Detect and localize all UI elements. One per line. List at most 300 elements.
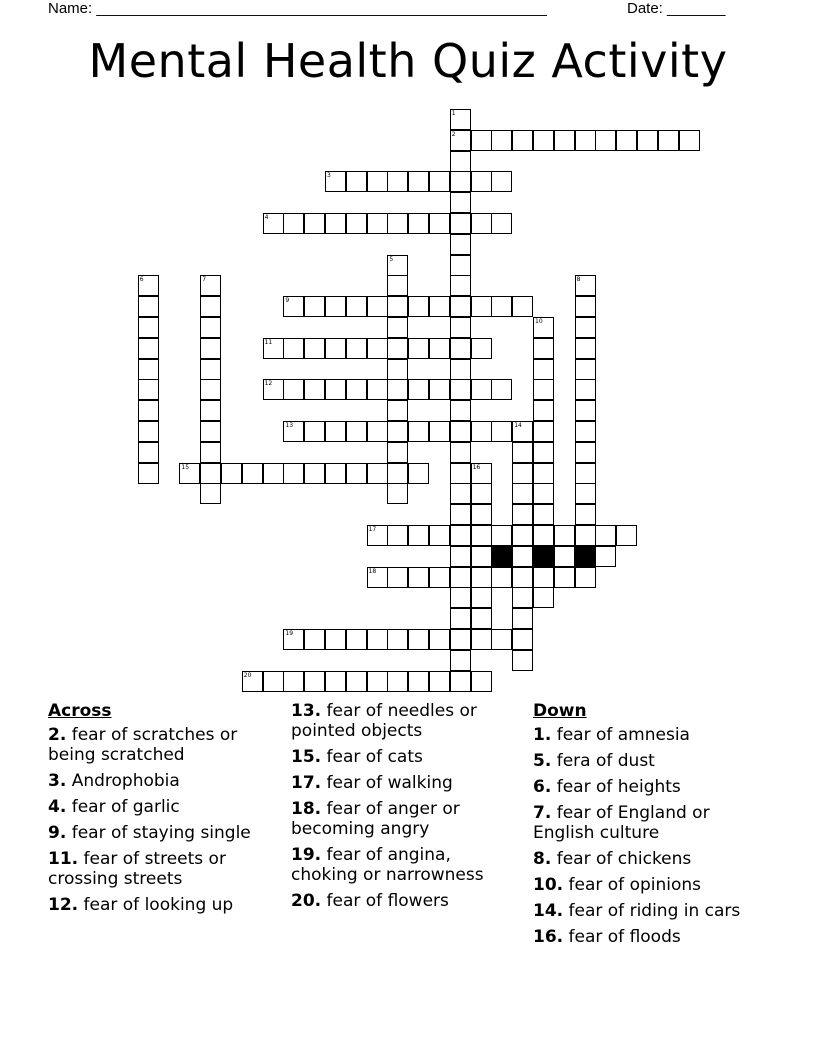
clue-text: fear of amnesia xyxy=(556,725,690,745)
crossword-cell[interactable] xyxy=(450,151,471,172)
crossword-cell[interactable] xyxy=(346,213,367,234)
crossword-cell[interactable] xyxy=(367,421,388,442)
clue-text: Androphobia xyxy=(71,771,180,791)
crossword-cell[interactable] xyxy=(304,629,325,650)
crossword-cell[interactable] xyxy=(429,338,450,359)
crossword-cell[interactable] xyxy=(283,629,304,650)
crossword-cell[interactable] xyxy=(450,483,471,504)
crossword-cell[interactable] xyxy=(367,629,388,650)
crossword-cell[interactable] xyxy=(387,379,408,400)
crossword-cell[interactable] xyxy=(450,400,471,421)
crossword-cell[interactable] xyxy=(575,400,596,421)
crossword-cell[interactable] xyxy=(575,338,596,359)
crossword-cell[interactable] xyxy=(387,671,408,692)
crossword-cell[interactable] xyxy=(512,463,533,484)
crossword-cell[interactable] xyxy=(346,338,367,359)
crossword-cell[interactable] xyxy=(429,171,450,192)
clue-number: 2. xyxy=(48,725,67,745)
crossword-cell[interactable] xyxy=(200,483,221,504)
clue-number: 6. xyxy=(533,777,552,797)
crossword-cell[interactable] xyxy=(325,671,346,692)
crossword-cell[interactable] xyxy=(367,296,388,317)
cell-number: 20 xyxy=(243,671,252,679)
crossword-cell[interactable] xyxy=(242,463,263,484)
crossword-cell[interactable] xyxy=(450,171,471,192)
crossword-cell[interactable] xyxy=(367,525,388,546)
crossword-cell[interactable] xyxy=(512,546,533,567)
crossword-cell[interactable] xyxy=(387,629,408,650)
crossword-cell[interactable] xyxy=(471,629,492,650)
clue-text: fear of cats xyxy=(326,747,423,767)
crossword-cell[interactable] xyxy=(450,296,471,317)
crossword-cell[interactable] xyxy=(450,255,471,276)
across-clue-3 xyxy=(48,771,273,791)
cell-number: 12 xyxy=(264,380,273,388)
crossword-cell[interactable] xyxy=(575,483,596,504)
crossword-cell[interactable] xyxy=(512,421,533,442)
clue-text: fear of looking up xyxy=(83,895,234,915)
crossword-cell[interactable] xyxy=(346,296,367,317)
crossword-cell[interactable] xyxy=(179,463,200,484)
crossword-cell[interactable] xyxy=(242,671,263,692)
crossword-cell[interactable] xyxy=(533,400,554,421)
crossword-cell[interactable] xyxy=(471,213,492,234)
crossword-cell[interactable] xyxy=(491,379,512,400)
crossword-cell[interactable] xyxy=(471,671,492,692)
across-clues-column-1 xyxy=(48,701,273,921)
crossword-cell[interactable] xyxy=(512,130,533,151)
clue-text: fear of flowers xyxy=(326,891,449,911)
clue-number: 10. xyxy=(533,875,564,895)
date-field[interactable]: Date: _______ xyxy=(627,0,726,17)
crossword-cell[interactable] xyxy=(367,379,388,400)
crossword-cell[interactable] xyxy=(575,525,596,546)
crossword-cell[interactable] xyxy=(138,442,159,463)
crossword-cell[interactable] xyxy=(429,213,450,234)
cell-number: 10 xyxy=(535,318,543,325)
crossword-cell[interactable] xyxy=(491,629,512,650)
clue-text: fear of heights xyxy=(556,777,681,797)
crossword-cell[interactable] xyxy=(450,567,471,588)
crossword-cell[interactable] xyxy=(450,525,471,546)
crossword-cell[interactable] xyxy=(450,359,471,380)
crossword-cell[interactable] xyxy=(450,421,471,442)
crossword-cell[interactable] xyxy=(200,338,221,359)
crossword-cell[interactable] xyxy=(616,525,637,546)
clue-number: 18. xyxy=(291,799,322,819)
across-clue-18 xyxy=(291,799,516,839)
crossword-cell[interactable] xyxy=(387,296,408,317)
crossword-cell[interactable] xyxy=(367,463,388,484)
crossword-cell[interactable] xyxy=(367,338,388,359)
clue-text: fear of staying single xyxy=(71,823,251,843)
clue-number: 11. xyxy=(48,849,79,869)
cell-number: 5 xyxy=(389,255,394,263)
clue-number: 14. xyxy=(533,901,564,921)
crossword-cell[interactable] xyxy=(346,421,367,442)
clue-text: fear of needles or pointed objects xyxy=(291,701,477,741)
crossword-cell[interactable] xyxy=(450,130,471,151)
crossword-cell[interactable] xyxy=(491,525,512,546)
crossword-cell[interactable] xyxy=(408,463,429,484)
crossword-cell[interactable] xyxy=(471,608,492,629)
crossword-cell[interactable] xyxy=(138,296,159,317)
crossword-cell[interactable] xyxy=(512,483,533,504)
clue-number: 8. xyxy=(533,849,552,869)
crossword-cell[interactable] xyxy=(575,567,596,588)
crossword-cell[interactable] xyxy=(283,671,304,692)
cell-number: 19 xyxy=(285,630,294,637)
crossword-cell[interactable] xyxy=(554,546,575,567)
crossword-cell[interactable] xyxy=(325,171,346,192)
down-clue-5 xyxy=(533,751,773,771)
crossword-cell[interactable] xyxy=(387,255,408,276)
crossword-cell[interactable] xyxy=(387,400,408,421)
crossword-cell[interactable] xyxy=(138,317,159,338)
crossword-cell[interactable] xyxy=(283,421,304,442)
crossword-cell[interactable] xyxy=(408,671,429,692)
down-clue-1 xyxy=(533,725,773,745)
crossword-cell[interactable] xyxy=(450,442,471,463)
crossword-cell[interactable] xyxy=(533,379,554,400)
crossword-cell[interactable] xyxy=(471,504,492,525)
crossword-cell[interactable] xyxy=(325,213,346,234)
crossword-cell[interactable] xyxy=(450,234,471,255)
crossword-cell[interactable] xyxy=(533,421,554,442)
crossword-cell[interactable] xyxy=(533,567,554,588)
crossword-cell[interactable] xyxy=(575,275,596,296)
crossword-cell[interactable] xyxy=(471,463,492,484)
crossword-cell[interactable] xyxy=(512,567,533,588)
crossword-cell[interactable] xyxy=(387,463,408,484)
crossword-cell[interactable] xyxy=(450,275,471,296)
crossword-cell[interactable] xyxy=(304,379,325,400)
crossword-cell[interactable] xyxy=(387,421,408,442)
across-clue-17 xyxy=(291,773,516,793)
clue-text: fear of opinions xyxy=(568,875,702,895)
clue-text: fear of scratches or being scratched xyxy=(48,725,238,765)
crossword-cell[interactable] xyxy=(491,130,512,151)
crossword-cell[interactable] xyxy=(554,567,575,588)
crossword-cell[interactable] xyxy=(429,629,450,650)
crossword-cell[interactable] xyxy=(575,359,596,380)
cell-number: 16 xyxy=(472,463,481,471)
crossword-cell[interactable] xyxy=(367,213,388,234)
crossword-cell[interactable] xyxy=(325,421,346,442)
across-clue-12 xyxy=(48,895,273,915)
clue-number: 13. xyxy=(291,701,322,721)
crossword-cell[interactable] xyxy=(408,296,429,317)
crossword-cell[interactable] xyxy=(408,629,429,650)
crossword-cell[interactable] xyxy=(200,275,221,296)
crossword-cell[interactable] xyxy=(533,483,554,504)
crossword-cell[interactable] xyxy=(575,296,596,317)
crossword-cell[interactable] xyxy=(595,130,616,151)
crossword-cell[interactable] xyxy=(429,379,450,400)
crossword-cell[interactable] xyxy=(367,171,388,192)
crossword-cell[interactable] xyxy=(512,296,533,317)
name-field[interactable]: Name: ______________________________________________________ xyxy=(48,0,547,17)
crossword-cell[interactable] xyxy=(471,525,492,546)
crossword-cell[interactable] xyxy=(325,629,346,650)
cell-number: 2 xyxy=(451,130,456,138)
crossword-cell[interactable] xyxy=(512,608,533,629)
crossword-cell[interactable] xyxy=(512,587,533,608)
crossword-cell[interactable] xyxy=(283,379,304,400)
crossword-cell[interactable] xyxy=(575,379,596,400)
across-clue-4 xyxy=(48,797,273,817)
crossword-cell[interactable] xyxy=(595,525,616,546)
crossword-cell[interactable] xyxy=(200,379,221,400)
crossword-cell[interactable] xyxy=(471,130,492,151)
crossword-cell[interactable] xyxy=(491,567,512,588)
crossword-cell[interactable] xyxy=(533,338,554,359)
crossword-cell[interactable] xyxy=(471,483,492,504)
crossword-cell[interactable] xyxy=(512,650,533,671)
clue-text: fear of angina, choking or narrowness xyxy=(291,845,484,885)
down-clues-column xyxy=(533,701,773,953)
crossword-cell[interactable] xyxy=(283,463,304,484)
clue-text: fear of floods xyxy=(568,927,681,947)
crossword-cell[interactable] xyxy=(533,463,554,484)
crossword-cell[interactable] xyxy=(429,421,450,442)
across-clue-19 xyxy=(291,845,516,885)
crossword-cell[interactable] xyxy=(200,317,221,338)
crossword-cell[interactable] xyxy=(450,338,471,359)
clue-number: 12. xyxy=(48,895,79,915)
crossword-cell[interactable] xyxy=(325,379,346,400)
crossword-cell[interactable] xyxy=(533,504,554,525)
clue-number: 9. xyxy=(48,823,67,843)
crossword-cell[interactable] xyxy=(408,421,429,442)
cell-number: 15 xyxy=(181,463,190,471)
crossword-cell[interactable] xyxy=(533,317,554,338)
cell-number: 3 xyxy=(327,172,331,180)
across-clue-2 xyxy=(48,725,273,765)
crossword-cell[interactable] xyxy=(346,629,367,650)
crossword-cell[interactable] xyxy=(408,338,429,359)
crossword-cell[interactable] xyxy=(367,671,388,692)
crossword-cell[interactable] xyxy=(346,379,367,400)
crossword-cell[interactable] xyxy=(450,504,471,525)
crossword-cell[interactable] xyxy=(491,421,512,442)
crossword-cell[interactable] xyxy=(346,171,367,192)
crossword-cell[interactable] xyxy=(138,400,159,421)
across-clues-column-2 xyxy=(291,701,516,917)
clue-text: fear of anger or becoming angry xyxy=(291,799,460,839)
crossword-cell[interactable] xyxy=(471,546,492,567)
crossword-cell[interactable] xyxy=(450,379,471,400)
crossword-cell[interactable] xyxy=(304,671,325,692)
crossword-cell[interactable] xyxy=(387,483,408,504)
crossword-cell[interactable] xyxy=(450,650,471,671)
crossword-cell[interactable] xyxy=(575,130,596,151)
crossword-cell[interactable] xyxy=(221,463,242,484)
crossword-cell[interactable] xyxy=(408,567,429,588)
crossword-cell[interactable] xyxy=(304,421,325,442)
crossword-cell[interactable] xyxy=(200,442,221,463)
crossword-cell[interactable] xyxy=(263,671,284,692)
clue-number: 3. xyxy=(48,771,67,791)
crossword-cell[interactable] xyxy=(450,317,471,338)
crossword-cell[interactable] xyxy=(408,379,429,400)
across-clue-20 xyxy=(291,891,516,911)
crossword-cell[interactable] xyxy=(325,296,346,317)
crossword-cell[interactable] xyxy=(138,338,159,359)
cell-number: 11 xyxy=(264,338,273,346)
crossword-cell[interactable] xyxy=(200,359,221,380)
crossword-cell[interactable] xyxy=(616,130,637,151)
crossword-cell[interactable] xyxy=(533,359,554,380)
crossword-cell[interactable] xyxy=(387,275,408,296)
crossword-cell[interactable] xyxy=(387,359,408,380)
clue-text: fear of streets or crossing streets xyxy=(48,849,226,889)
crossword-cell[interactable] xyxy=(491,171,512,192)
clue-number: 17. xyxy=(291,773,322,793)
crossword-cell[interactable] xyxy=(408,213,429,234)
crossword-cell[interactable] xyxy=(304,213,325,234)
crossword-cell[interactable] xyxy=(200,296,221,317)
clue-number: 7. xyxy=(533,803,552,823)
across-clue-11 xyxy=(48,849,273,889)
crossword-cell[interactable] xyxy=(679,130,700,151)
crossword-cell[interactable] xyxy=(450,671,471,692)
across-clue-15 xyxy=(291,747,516,767)
crossword-cell[interactable] xyxy=(658,130,679,151)
crossword-cell[interactable] xyxy=(304,463,325,484)
cell-number: 4 xyxy=(264,214,269,221)
down-heading: Down xyxy=(533,701,587,721)
cell-number: 18 xyxy=(368,567,377,575)
crossword-cell[interactable] xyxy=(429,567,450,588)
crossword-cell[interactable] xyxy=(304,338,325,359)
crossword-cell[interactable] xyxy=(533,525,554,546)
crossword-cell[interactable] xyxy=(575,421,596,442)
crossword-cell[interactable] xyxy=(429,296,450,317)
crossword-cell[interactable] xyxy=(450,546,471,567)
down-clue-16 xyxy=(533,927,773,947)
crossword-cell[interactable] xyxy=(325,338,346,359)
crossword-cell[interactable] xyxy=(450,192,471,213)
crossword-cell[interactable] xyxy=(471,296,492,317)
cell-number: 13 xyxy=(285,422,294,429)
crossword-cell[interactable] xyxy=(491,213,512,234)
crossword-cell[interactable] xyxy=(429,525,450,546)
crossword-cell[interactable] xyxy=(595,546,616,567)
crossword-cell[interactable] xyxy=(491,296,512,317)
crossword-cell[interactable] xyxy=(554,130,575,151)
clue-text: fear of riding in cars xyxy=(568,901,741,921)
crossword-cell[interactable] xyxy=(512,504,533,525)
down-clue-8 xyxy=(533,849,773,869)
crossword-cell[interactable] xyxy=(471,587,492,608)
crossword-cell[interactable] xyxy=(138,275,159,296)
crossword-cell[interactable] xyxy=(346,463,367,484)
crossword-cell[interactable] xyxy=(387,317,408,338)
crossword-cell[interactable] xyxy=(263,463,284,484)
crossword-cell[interactable] xyxy=(450,463,471,484)
crossword-cell[interactable] xyxy=(450,109,471,130)
crossword-cell[interactable] xyxy=(200,463,221,484)
cell-number: 6 xyxy=(139,276,144,284)
crossword-cell[interactable] xyxy=(533,442,554,463)
crossword-cell[interactable] xyxy=(575,317,596,338)
crossword-cell[interactable] xyxy=(450,213,471,234)
clue-number: 15. xyxy=(291,747,322,767)
crossword-cell[interactable] xyxy=(283,296,304,317)
crossword-cell[interactable] xyxy=(387,338,408,359)
crossword-cell[interactable] xyxy=(512,629,533,650)
crossword-cell[interactable] xyxy=(200,400,221,421)
crossword-cell[interactable] xyxy=(554,525,575,546)
crossword-cell[interactable] xyxy=(408,171,429,192)
clue-text: fear of garlic xyxy=(71,797,180,817)
crossword-cell[interactable] xyxy=(387,567,408,588)
crossword-cell[interactable] xyxy=(471,567,492,588)
clue-number: 19. xyxy=(291,845,322,865)
crossword-cell[interactable] xyxy=(387,525,408,546)
crossword-cell[interactable] xyxy=(200,421,221,442)
crossword-cell[interactable] xyxy=(450,587,471,608)
cell-number: 17 xyxy=(368,526,377,533)
crossword-cell[interactable] xyxy=(471,338,492,359)
crossword-cell[interactable] xyxy=(138,421,159,442)
crossword-cell[interactable] xyxy=(387,213,408,234)
cell-number: 14 xyxy=(514,422,522,429)
crossword-cell[interactable] xyxy=(138,463,159,484)
cell-number: 1 xyxy=(451,110,456,117)
crossword-cell[interactable] xyxy=(138,359,159,380)
crossword-cell[interactable] xyxy=(263,379,284,400)
crossword-cell[interactable] xyxy=(408,525,429,546)
clue-number: 20. xyxy=(291,891,322,911)
crossword-cell[interactable] xyxy=(471,421,492,442)
crossword-cell[interactable] xyxy=(387,171,408,192)
crossword-cell[interactable] xyxy=(512,525,533,546)
shaded-cell xyxy=(575,546,596,567)
crossword-cell[interactable] xyxy=(367,567,388,588)
crossword-cell[interactable] xyxy=(637,130,658,151)
crossword-cell[interactable] xyxy=(263,338,284,359)
crossword-cell[interactable] xyxy=(325,463,346,484)
crossword-cell[interactable] xyxy=(263,213,284,234)
down-clue-7 xyxy=(533,803,773,843)
crossword-cell[interactable] xyxy=(387,442,408,463)
crossword-cell[interactable] xyxy=(512,442,533,463)
crossword-cell[interactable] xyxy=(471,171,492,192)
crossword-cell[interactable] xyxy=(575,463,596,484)
crossword-cell[interactable] xyxy=(575,442,596,463)
clue-text: fear of walking xyxy=(326,773,453,793)
crossword-cell[interactable] xyxy=(283,338,304,359)
crossword-cell[interactable] xyxy=(450,608,471,629)
crossword-cell[interactable] xyxy=(304,296,325,317)
down-clue-6 xyxy=(533,777,773,797)
page-title: Mental Health Quiz Activity xyxy=(88,34,728,88)
crossword-cell[interactable] xyxy=(450,629,471,650)
cell-number: 8 xyxy=(576,276,581,284)
crossword-cell[interactable] xyxy=(138,379,159,400)
crossword-cell[interactable] xyxy=(471,379,492,400)
crossword-cell[interactable] xyxy=(533,130,554,151)
crossword-cell[interactable] xyxy=(429,671,450,692)
crossword-cell[interactable] xyxy=(575,504,596,525)
clue-text: fera of dust xyxy=(556,751,655,771)
crossword-cell[interactable] xyxy=(283,213,304,234)
shaded-cell xyxy=(491,546,512,567)
crossword-cell[interactable] xyxy=(533,587,554,608)
crossword-cell[interactable] xyxy=(346,671,367,692)
